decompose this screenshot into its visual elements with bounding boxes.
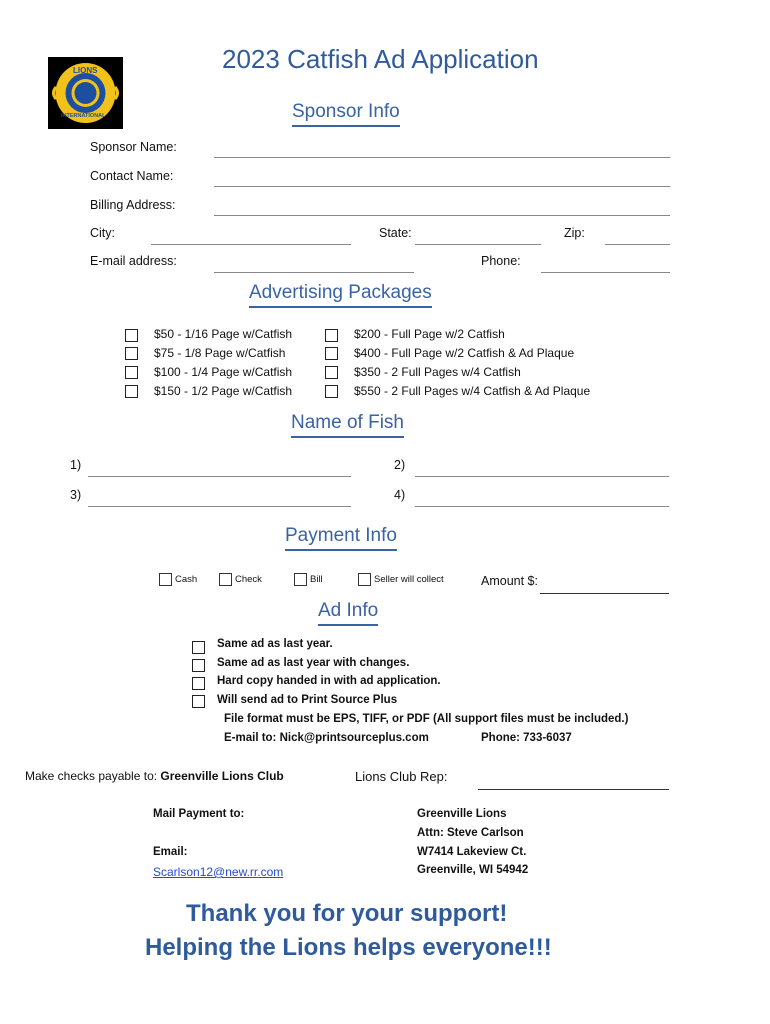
fish-name-field-4[interactable] xyxy=(415,506,669,507)
mail-email-link[interactable]: Scarlson12@new.rr.com xyxy=(153,865,284,879)
logo-letter: L xyxy=(80,84,90,101)
ad-label-print-source: Will send ad to Print Source Plus xyxy=(217,694,398,706)
ad-checkbox-hard-copy[interactable] xyxy=(192,677,205,690)
billing-address-field[interactable] xyxy=(214,215,670,216)
payment-info-heading: Payment Info xyxy=(285,525,397,551)
ad-checkbox-same-ad[interactable] xyxy=(192,641,205,654)
package-label-75: $75 - 1/8 Page w/Catfish xyxy=(154,346,286,360)
package-label-400: $400 - Full Page w/2 Catfish & Ad Plaque xyxy=(354,346,575,360)
name-of-fish-heading: Name of Fish xyxy=(291,412,404,438)
address-line-4: Greenville, WI 54942 xyxy=(417,864,529,876)
fish-name-field-3[interactable] xyxy=(88,506,351,507)
zip-label: Zip: xyxy=(564,226,585,240)
email-to-note: E-mail to: Nick@printsourceplus.com xyxy=(224,732,429,744)
lions-club-rep-label: Lions Club Rep: xyxy=(355,769,448,784)
package-label-350: $350 - 2 Full Pages w/4 Catfish xyxy=(354,365,521,379)
phone-field[interactable] xyxy=(541,272,670,273)
sponsor-info-heading: Sponsor Info xyxy=(292,101,400,127)
fish-name-field-2[interactable] xyxy=(415,476,669,477)
mail-payment-label: Mail Payment to: xyxy=(153,808,245,820)
package-checkbox-75[interactable] xyxy=(125,347,138,360)
package-label-50: $50 - 1/16 Page w/Catfish xyxy=(154,327,293,341)
payment-checkbox-check[interactable] xyxy=(219,573,232,586)
thank-you-line: Thank you for your support! xyxy=(186,900,508,927)
fish-name-field-1[interactable] xyxy=(88,476,351,477)
email-address-field[interactable] xyxy=(214,272,414,273)
ad-info-heading: Ad Info xyxy=(318,600,378,626)
payment-checkbox-bill[interactable] xyxy=(294,573,307,586)
package-checkbox-550[interactable] xyxy=(325,385,338,398)
package-label-100: $100 - 1/4 Page w/Catfish xyxy=(154,365,293,379)
package-checkbox-200[interactable] xyxy=(325,329,338,342)
state-label: State: xyxy=(379,226,412,240)
city-label: City: xyxy=(90,226,115,240)
phone-label: Phone: xyxy=(481,254,521,268)
state-field[interactable] xyxy=(415,244,541,245)
lions-logo xyxy=(48,57,123,129)
payment-label-bill: Bill xyxy=(310,574,323,585)
fish-label-2: 2) xyxy=(394,458,406,472)
city-field[interactable] xyxy=(151,244,351,245)
fish-label-4: 4) xyxy=(394,488,406,502)
package-checkbox-50[interactable] xyxy=(125,329,138,342)
address-line-2: Attn: Steve Carlson xyxy=(417,827,524,839)
logo-ring-top-text: LIONS xyxy=(73,66,98,75)
ad-label-same-ad-changes: Same ad as last year with changes. xyxy=(217,657,410,669)
lions-club-rep-field[interactable] xyxy=(478,789,669,790)
package-checkbox-150[interactable] xyxy=(125,385,138,398)
fish-label-1: 1) xyxy=(70,458,82,472)
address-line-3: W7414 Lakeview Ct. xyxy=(417,846,527,858)
package-label-150: $150 - 1/2 Page w/Catfish xyxy=(154,384,293,398)
contact-name-label: Contact Name: xyxy=(90,169,174,183)
amount-field[interactable] xyxy=(540,593,669,594)
package-label-200: $200 - Full Page w/2 Catfish xyxy=(354,327,505,341)
print-source-phone-note: Phone: 733-6037 xyxy=(481,732,572,744)
zip-field[interactable] xyxy=(605,244,670,245)
ad-checkbox-print-source[interactable] xyxy=(192,695,205,708)
payment-checkbox-cash[interactable] xyxy=(159,573,172,586)
payment-label-seller-will-collect: Seller will collect xyxy=(374,574,444,585)
payment-label-check: Check xyxy=(235,574,262,585)
file-format-note: File format must be EPS, TIFF, or PDF (All support files must be included.) xyxy=(224,713,629,725)
ad-label-hard-copy: Hard copy handed in with ad application. xyxy=(217,675,441,687)
billing-address-label: Billing Address: xyxy=(90,198,176,212)
ad-label-same-ad: Same ad as last year. xyxy=(217,638,333,650)
page-title: 2023 Catfish Ad Application xyxy=(222,44,539,74)
fish-label-3: 3) xyxy=(70,488,82,502)
checks-payable-prefix: Make checks payable to: xyxy=(25,769,161,783)
package-checkbox-100[interactable] xyxy=(125,366,138,379)
package-label-550: $550 - 2 Full Pages w/4 Catfish & Ad Plaque xyxy=(354,384,591,398)
sponsor-name-field[interactable] xyxy=(214,157,670,158)
sponsor-name-label: Sponsor Name: xyxy=(90,140,177,154)
email-address-label: E-mail address: xyxy=(90,254,177,268)
payment-label-cash: Cash xyxy=(175,574,198,585)
checks-payable-payee: Greenville Lions Club xyxy=(160,769,284,783)
package-checkbox-350[interactable] xyxy=(325,366,338,379)
amount-label: Amount $: xyxy=(481,574,538,588)
helping-lions-line: Helping the Lions helps everyone!!! xyxy=(145,934,552,961)
checks-payable-line xyxy=(25,769,284,783)
package-checkbox-400[interactable] xyxy=(325,347,338,360)
payment-checkbox-seller-will-collect[interactable] xyxy=(358,573,371,586)
mail-email-label: Email: xyxy=(153,846,188,858)
ad-checkbox-same-ad-changes[interactable] xyxy=(192,659,205,672)
address-line-1: Greenville Lions xyxy=(417,808,507,820)
advertising-packages-heading: Advertising Packages xyxy=(249,282,432,308)
logo-ring-bottom-text: INTERNATIONAL xyxy=(61,113,106,119)
contact-name-field[interactable] xyxy=(214,186,670,187)
